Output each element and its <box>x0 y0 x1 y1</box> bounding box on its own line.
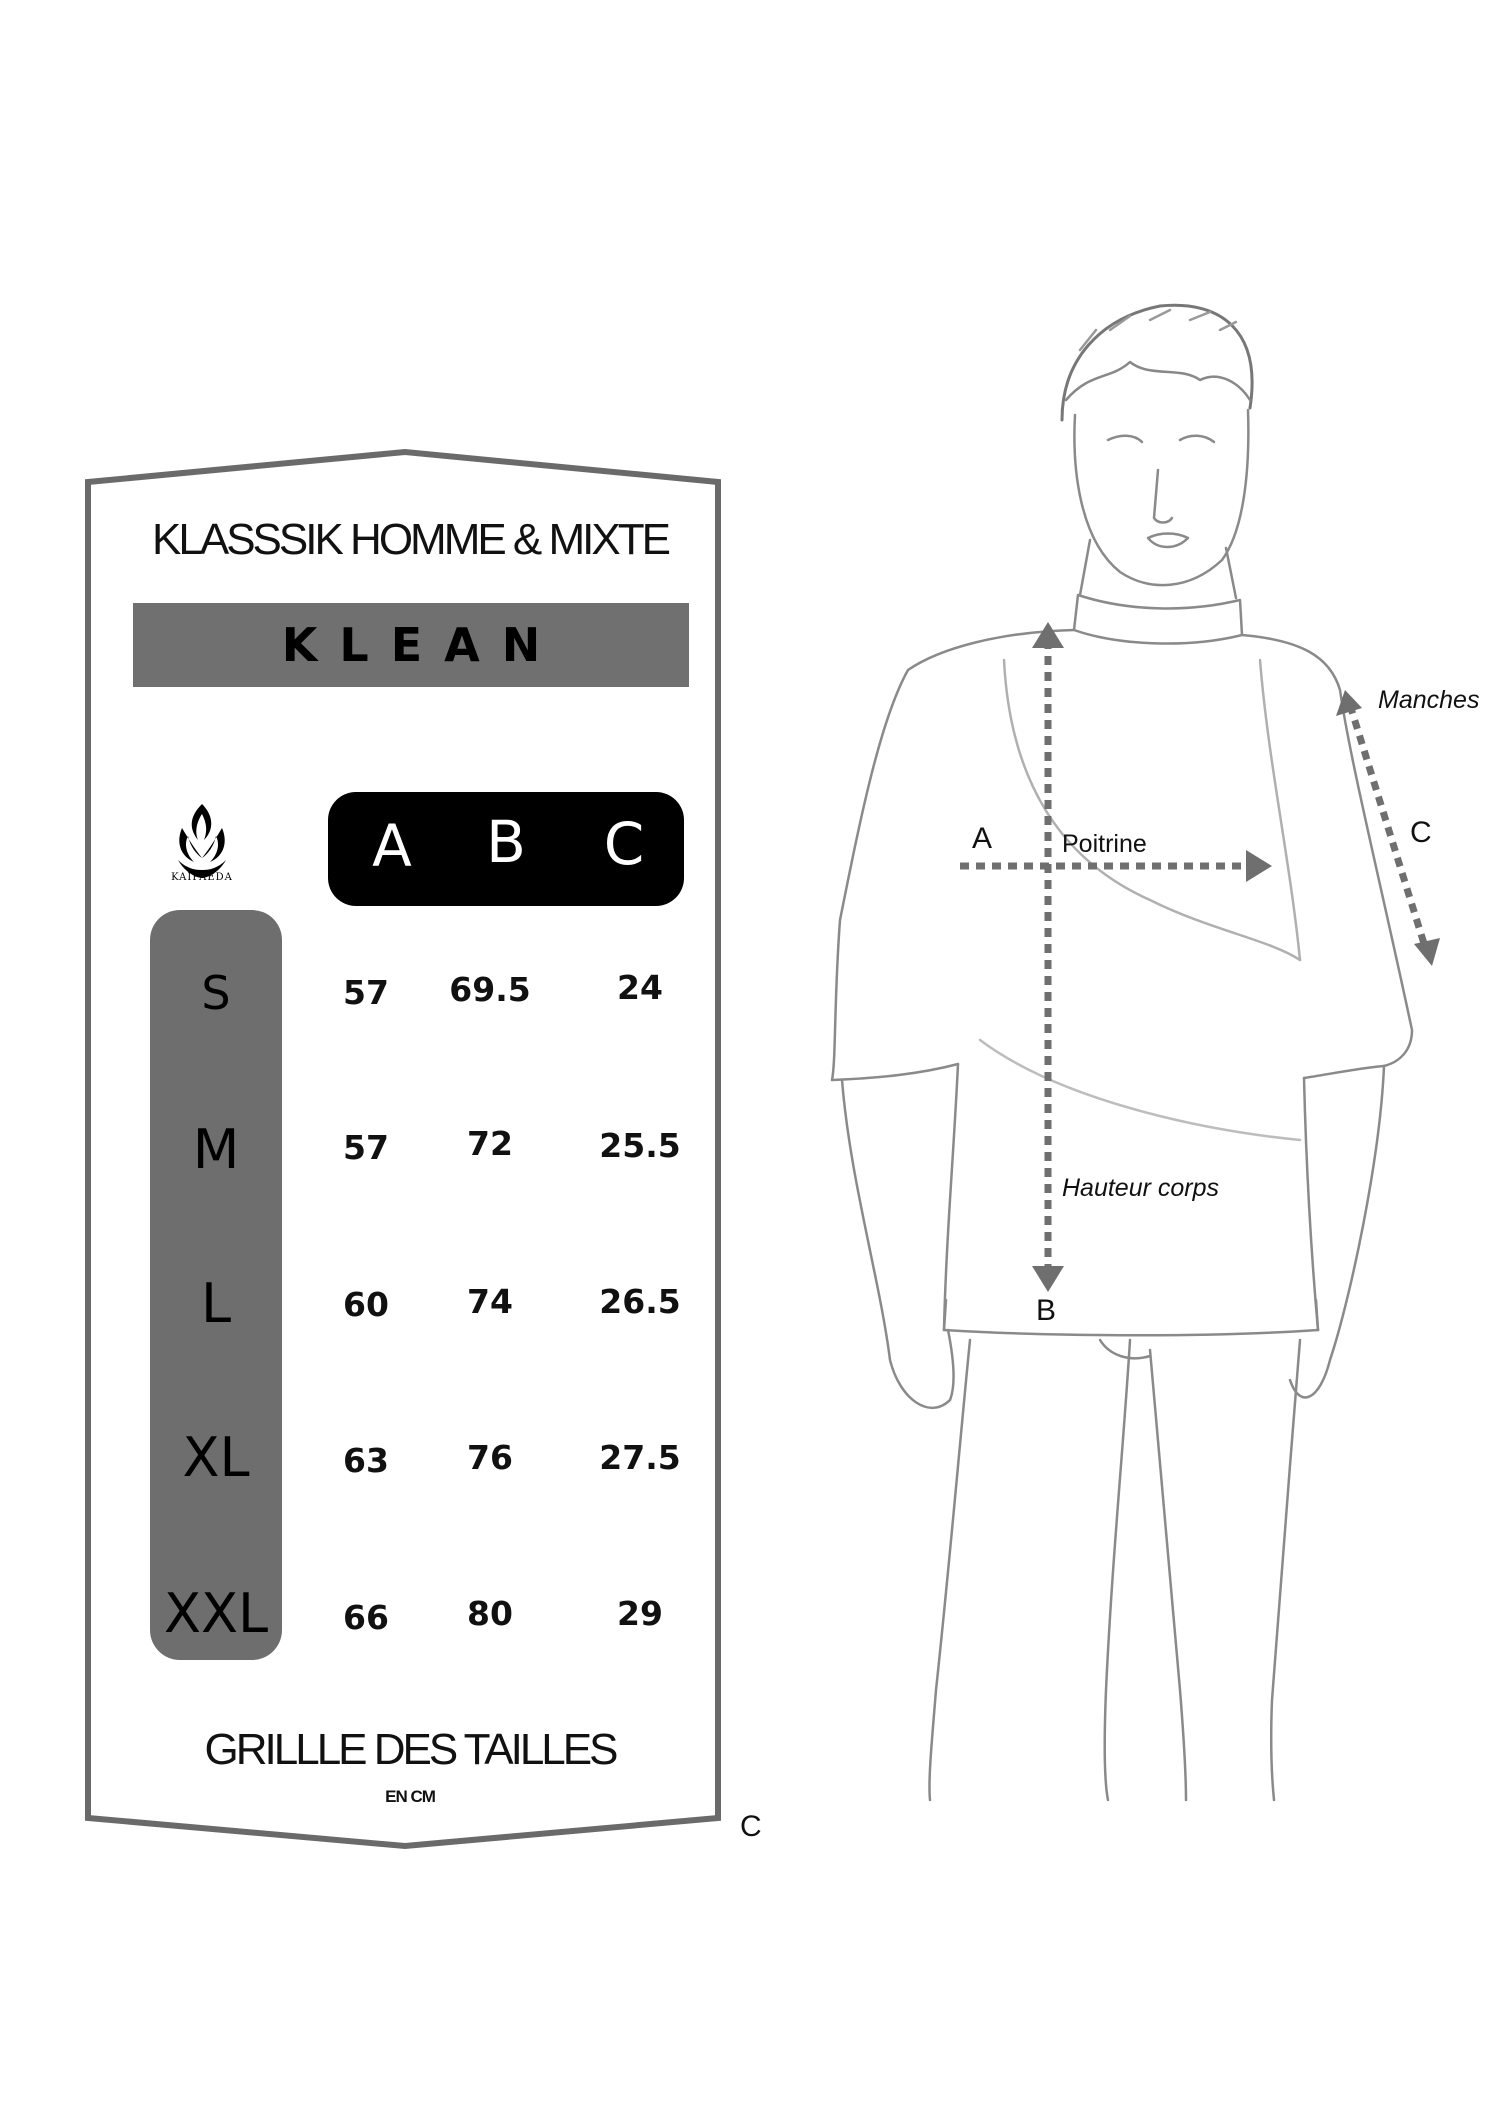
cell-xxl-b: 80 <box>467 1594 513 1633</box>
column-a-label: A <box>372 812 412 880</box>
size-m: M <box>192 1118 240 1181</box>
model-name: KLEAN <box>281 618 563 672</box>
label-sleeves: Manches <box>1378 686 1480 714</box>
footer-unit: EN CM <box>385 1787 435 1806</box>
label-body-height: Hauteur corps <box>1062 1174 1220 1202</box>
column-b-label: B <box>486 808 526 876</box>
cell-xxl-a: 66 <box>343 1598 389 1637</box>
label-height-letter: B <box>1036 1294 1057 1327</box>
size-l: L <box>200 1272 232 1335</box>
cell-s-b: 69.5 <box>449 970 531 1009</box>
label-sleeve-letter: C <box>1410 816 1432 849</box>
size-s: S <box>201 966 231 1020</box>
label-chest-letter: A <box>972 822 993 855</box>
cell-m-c: 25.5 <box>599 1126 681 1165</box>
column-header <box>328 792 684 906</box>
cell-m-b: 72 <box>467 1124 513 1163</box>
footer-title: GRILLLE DES TAILLES <box>204 1725 616 1774</box>
stray-label: C <box>740 1810 762 1843</box>
cell-l-a: 60 <box>343 1285 389 1324</box>
chart-title: KLASSSIK HOMME & MIXTE <box>152 515 668 564</box>
brand-name: KAIPAEDA <box>171 872 233 883</box>
tshirt-sketch <box>770 290 1500 1810</box>
cell-xl-a: 63 <box>343 1441 389 1480</box>
cell-xl-c: 27.5 <box>599 1438 681 1477</box>
cell-s-a: 57 <box>343 973 389 1012</box>
cell-s-c: 24 <box>617 968 663 1007</box>
cell-l-b: 74 <box>467 1282 513 1321</box>
cell-xl-b: 76 <box>467 1438 513 1477</box>
size-xl: XL <box>182 1426 250 1489</box>
cell-xxl-c: 29 <box>617 1594 663 1633</box>
model-bar <box>133 603 689 687</box>
cell-m-a: 57 <box>343 1128 389 1167</box>
cell-l-c: 26.5 <box>599 1282 681 1321</box>
column-c-label: C <box>603 810 645 878</box>
size-xxl: XXL <box>163 1582 269 1645</box>
label-chest: Poitrine <box>1062 830 1147 858</box>
